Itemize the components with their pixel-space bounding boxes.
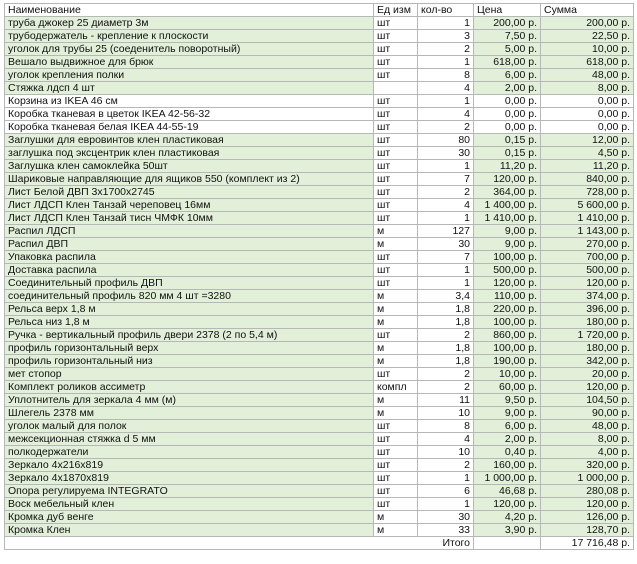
table-row [5,420,634,433]
table-row [5,134,634,147]
table-row [5,43,634,56]
table-row [5,459,634,472]
table-row [5,446,634,459]
cell-price[interactable]: 110,00 р. [474,290,541,303]
cell-name[interactable]: Соединительный профиль ДВП [5,277,374,290]
cell-price[interactable]: 9,00 р. [474,225,541,238]
cell-unit[interactable]: шт [374,186,418,199]
cell-price[interactable]: 9,50 р. [474,394,541,407]
cell-qty[interactable]: 1,8 [418,316,474,329]
cell-name[interactable]: Комплект роликов ассиметр [5,381,374,394]
cell-name[interactable]: Шариковые направляющие для ящиков 550 (комплект из 2) [5,173,374,186]
cell-sum[interactable]: 500,00 р. [541,264,634,277]
cell-qty[interactable]: 2 [418,186,474,199]
cell-price[interactable]: 0,15 р. [474,134,541,147]
table-body [5,17,634,537]
cell-sum[interactable]: 0,00 р. [541,121,634,134]
cell-price[interactable]: 120,00 р. [474,173,541,186]
header-qty[interactable]: кол-во [418,4,474,17]
cell-name[interactable]: Лист ЛДСП Клен Танзай череповец 16мм [5,199,374,212]
header-row [5,4,634,17]
cell-sum[interactable]: 8,00 р. [541,433,634,446]
cell-price[interactable]: 0,40 р. [474,446,541,459]
cell-qty[interactable]: 1,8 [418,303,474,316]
header-sum[interactable]: Сумма [541,4,634,17]
cell-price[interactable]: 2,00 р. [474,82,541,95]
cell-name[interactable]: Зеркало 4х1870х819 [5,472,374,485]
cell-qty[interactable]: 1 [418,160,474,173]
table-row [5,394,634,407]
cell-sum[interactable]: 200,00 р. [541,17,634,30]
cell-name[interactable]: уголок малый для полок [5,420,374,433]
cell-sum[interactable]: 120,00 р. [541,277,634,290]
table-row [5,407,634,420]
header-unit[interactable]: Ед изм [374,4,418,17]
cell-unit[interactable]: м [374,303,418,316]
cell-unit[interactable]: шт [374,420,418,433]
cell-name[interactable]: Доставка распила [5,264,374,277]
cell-sum[interactable]: 1 143,00 р. [541,225,634,238]
cell-qty[interactable]: 1 [418,277,474,290]
total-spacer [474,537,541,550]
cell-unit[interactable]: шт [374,17,418,30]
cell-name[interactable]: уголок для трубы 25 (соеденитель поворотный) [5,43,374,56]
cell-unit[interactable]: шт [374,30,418,43]
cell-sum[interactable]: 104,50 р. [541,394,634,407]
cell-unit[interactable]: шт [374,199,418,212]
cell-qty[interactable]: 127 [418,225,474,238]
cell-sum[interactable]: 396,00 р. [541,303,634,316]
cell-sum[interactable]: 120,00 р. [541,381,634,394]
cell-qty[interactable]: 8 [418,420,474,433]
cell-qty[interactable]: 6 [418,485,474,498]
cell-unit[interactable]: шт [374,56,418,69]
cell-qty[interactable]: 4 [418,82,474,95]
cell-name[interactable]: полкодержатели [5,446,374,459]
cell-qty[interactable]: 4 [418,108,474,121]
cell-name[interactable]: Уплотнитель для зеркала 4 мм (м) [5,394,374,407]
cell-name[interactable]: трубодержатель - крепление к плоскости [5,30,374,43]
cell-unit[interactable]: м [374,342,418,355]
cell-price[interactable]: 100,00 р. [474,342,541,355]
cell-sum[interactable]: 48,00 р. [541,420,634,433]
cell-price[interactable]: 200,00 р. [474,17,541,30]
cell-sum[interactable]: 0,00 р. [541,95,634,108]
cell-price[interactable]: 160,00 р. [474,459,541,472]
table-row [5,95,634,108]
cell-price[interactable]: 1 000,00 р. [474,472,541,485]
cell-sum[interactable]: 126,00 р. [541,511,634,524]
cell-price[interactable]: 7,50 р. [474,30,541,43]
cell-name[interactable]: межсекционная стяжка d 5 мм [5,433,374,446]
cell-unit[interactable]: шт [374,329,418,342]
table-row [5,69,634,82]
cell-qty[interactable]: 1 [418,56,474,69]
cell-qty[interactable]: 1 [418,95,474,108]
header-price[interactable]: Цена [474,4,541,17]
cell-price[interactable]: 6,00 р. [474,69,541,82]
table-row [5,17,634,30]
cell-sum[interactable]: 11,20 р. [541,160,634,173]
cell-price[interactable]: 618,00 р. [474,56,541,69]
table-row [5,485,634,498]
table-row [5,147,634,160]
cell-unit[interactable]: м [374,225,418,238]
cell-unit[interactable]: шт [374,160,418,173]
cell-unit[interactable]: шт [374,485,418,498]
cell-unit[interactable]: шт [374,459,418,472]
table-row [5,238,634,251]
cell-qty[interactable]: 2 [418,43,474,56]
cell-qty[interactable]: 1 [418,212,474,225]
cell-name[interactable]: Стяжка лдсп 4 шт [5,82,374,95]
cell-unit[interactable]: шт [374,95,418,108]
cell-name[interactable]: Опора регулируема INTEGRATO [5,485,374,498]
cell-qty[interactable]: 1 [418,472,474,485]
cell-unit[interactable]: м [374,290,418,303]
cell-unit[interactable]: шт [374,43,418,56]
cell-sum[interactable]: 128,70 р. [541,524,634,537]
cell-sum[interactable]: 10,00 р. [541,43,634,56]
cell-qty[interactable]: 33 [418,524,474,537]
cell-name[interactable]: Воск мебельный клен [5,498,374,511]
cell-name[interactable]: Упаковка распила [5,251,374,264]
table-row [5,355,634,368]
cell-qty[interactable]: 30 [418,238,474,251]
table-row [5,524,634,537]
cell-qty[interactable]: 1 [418,498,474,511]
cell-price[interactable]: 364,00 р. [474,186,541,199]
cell-sum[interactable]: 4,00 р. [541,446,634,459]
table-row [5,472,634,485]
cell-qty[interactable]: 4 [418,199,474,212]
cell-name[interactable]: Ручка - вертикальный профиль двери 2378 (2 по 5,4 м) [5,329,374,342]
cell-name[interactable]: Рельса низ 1,8 м [5,316,374,329]
cell-qty[interactable]: 2 [418,381,474,394]
cell-name[interactable]: Вешало выдвижное для брюк [5,56,374,69]
cell-sum[interactable]: 618,00 р. [541,56,634,69]
cell-unit[interactable]: шт [374,472,418,485]
cell-name[interactable]: Коробка тканевая в цветок IKEA 42-56-32 [5,108,374,121]
table-row [5,199,634,212]
cell-qty[interactable]: 30 [418,147,474,160]
cell-name[interactable]: Шлегель 2378 мм [5,407,374,420]
cell-price[interactable]: 4,20 р. [474,511,541,524]
cell-unit[interactable]: шт [374,264,418,277]
table-row [5,342,634,355]
cell-name[interactable]: соединительный профиль 820 мм 4 шт =3280 [5,290,374,303]
cell-unit[interactable]: шт [374,433,418,446]
cell-price[interactable]: 3,90 р. [474,524,541,537]
table-row [5,433,634,446]
cell-qty[interactable]: 2 [418,329,474,342]
cell-name[interactable]: Лист Белой ДВП 3х1700х2745 [5,186,374,199]
cell-qty[interactable]: 3 [418,30,474,43]
cell-price[interactable]: 100,00 р. [474,251,541,264]
cell-qty[interactable]: 2 [418,459,474,472]
cell-sum[interactable]: 90,00 р. [541,407,634,420]
cell-price[interactable]: 9,00 р. [474,407,541,420]
total-value[interactable]: 17 716,48 р. [541,537,634,550]
cell-price[interactable]: 2,00 р. [474,433,541,446]
table-row [5,173,634,186]
cell-sum[interactable]: 840,00 р. [541,173,634,186]
cell-name[interactable]: мет стопор [5,368,374,381]
cell-name[interactable]: труба джокер 25 диаметр 3м [5,17,374,30]
cell-qty[interactable]: 3,4 [418,290,474,303]
table-row [5,303,634,316]
cell-unit[interactable]: шт [374,368,418,381]
cell-name[interactable]: Корзина из IKEA 46 см [5,95,374,108]
cell-sum[interactable]: 700,00 р. [541,251,634,264]
table-row [5,511,634,524]
cell-qty[interactable]: 11 [418,394,474,407]
cell-name[interactable]: уголок крепления полки [5,69,374,82]
cell-sum[interactable]: 1 720,00 р. [541,329,634,342]
cell-name[interactable]: Заглушки для евровинтов клен пластиковая [5,134,374,147]
cell-name[interactable]: Зеркало 4х216х819 [5,459,374,472]
cell-unit[interactable]: шт [374,69,418,82]
cell-unit[interactable]: м [374,407,418,420]
cell-price[interactable]: 11,20 р. [474,160,541,173]
cell-name[interactable]: Распил ЛДСП [5,225,374,238]
cell-price[interactable]: 1 410,00 р. [474,212,541,225]
table-row [5,212,634,225]
header-name[interactable]: Наименование [5,4,374,17]
table-row [5,225,634,238]
cell-sum[interactable]: 12,00 р. [541,134,634,147]
cell-sum[interactable]: 0,00 р. [541,108,634,121]
cell-name[interactable]: Заглушка клен самоклейка 50шт [5,160,374,173]
cell-price[interactable]: 9,00 р. [474,238,541,251]
cell-sum[interactable]: 48,00 р. [541,69,634,82]
cell-name[interactable]: Рельса верх 1,8 м [5,303,374,316]
cell-price[interactable]: 0,00 р. [474,108,541,121]
cell-name[interactable]: Коробка тканевая белая IKEA 44-55-19 [5,121,374,134]
cell-unit[interactable]: шт [374,108,418,121]
cell-qty[interactable]: 1,8 [418,342,474,355]
cell-qty[interactable]: 10 [418,446,474,459]
cell-sum[interactable]: 4,50 р. [541,147,634,160]
cell-price[interactable]: 190,00 р. [474,355,541,368]
table-row [5,329,634,342]
table-row [5,277,634,290]
cell-qty[interactable]: 7 [418,173,474,186]
cell-sum[interactable]: 1 000,00 р. [541,472,634,485]
cell-price[interactable]: 220,00 р. [474,303,541,316]
table-row [5,30,634,43]
cell-qty[interactable]: 8 [418,69,474,82]
table-row [5,251,634,264]
cell-qty[interactable]: 30 [418,511,474,524]
cell-price[interactable]: 10,00 р. [474,368,541,381]
cell-price[interactable]: 500,00 р. [474,264,541,277]
cell-name[interactable]: заглушка под эксцентрик клен пластиковая [5,147,374,160]
cell-unit[interactable]: шт [374,251,418,264]
cell-sum[interactable]: 8,00 р. [541,82,634,95]
cell-unit[interactable]: шт [374,147,418,160]
cell-unit[interactable]: м [374,316,418,329]
cell-sum[interactable]: 180,00 р. [541,342,634,355]
table-row [5,186,634,199]
cell-name[interactable]: Кромка дуб венге [5,511,374,524]
cell-qty[interactable]: 4 [418,433,474,446]
cell-name[interactable]: Лист ЛДСП Клен Танзай тисн ЧМФК 10мм [5,212,374,225]
cell-name[interactable]: Распил ДВП [5,238,374,251]
cell-sum[interactable]: 270,00 р. [541,238,634,251]
cell-price[interactable]: 0,15 р. [474,147,541,160]
table-row [5,381,634,394]
cell-unit[interactable]: шт [374,212,418,225]
cell-price[interactable]: 1 400,00 р. [474,199,541,212]
cell-sum[interactable]: 342,00 р. [541,355,634,368]
cell-price[interactable]: 0,00 р. [474,95,541,108]
cell-name[interactable]: Кромка Клен [5,524,374,537]
cell-sum[interactable]: 320,00 р. [541,459,634,472]
cell-qty[interactable]: 1 [418,264,474,277]
table-row [5,82,634,95]
cell-name[interactable]: профиль горизонтальный низ [5,355,374,368]
total-label[interactable]: Итого [5,537,474,550]
cell-qty[interactable]: 2 [418,368,474,381]
cell-price[interactable]: 0,00 р. [474,121,541,134]
table-row [5,498,634,511]
estimate-table [4,3,634,550]
cell-sum[interactable]: 120,00 р. [541,498,634,511]
cell-sum[interactable]: 20,00 р. [541,368,634,381]
cell-unit[interactable]: м [374,511,418,524]
cell-unit[interactable]: м [374,394,418,407]
cell-sum[interactable]: 5 600,00 р. [541,199,634,212]
cell-price[interactable]: 5,00 р. [474,43,541,56]
table-row [5,108,634,121]
cell-price[interactable]: 6,00 р. [474,420,541,433]
cell-unit[interactable]: шт [374,134,418,147]
cell-unit[interactable]: шт [374,277,418,290]
cell-qty[interactable]: 1,8 [418,355,474,368]
table-row [5,121,634,134]
cell-sum[interactable]: 280,08 р. [541,485,634,498]
cell-unit[interactable]: компл [374,381,418,394]
cell-price[interactable]: 46,68 р. [474,485,541,498]
cell-sum[interactable]: 180,00 р. [541,316,634,329]
cell-unit[interactable] [374,82,418,95]
cell-price[interactable]: 100,00 р. [474,316,541,329]
table-row [5,316,634,329]
table-row [5,160,634,173]
cell-unit[interactable]: м [374,355,418,368]
cell-name[interactable]: профиль горизонтальный верх [5,342,374,355]
cell-sum[interactable]: 1 410,00 р. [541,212,634,225]
table-row [5,264,634,277]
cell-price[interactable]: 60,00 р. [474,381,541,394]
cell-qty[interactable]: 2 [418,121,474,134]
cell-qty[interactable]: 7 [418,251,474,264]
table-row [5,56,634,69]
cell-unit[interactable]: шт [374,446,418,459]
cell-unit[interactable]: шт [374,173,418,186]
cell-price[interactable]: 860,00 р. [474,329,541,342]
cell-qty[interactable]: 1 [418,17,474,30]
total-row [5,537,634,550]
cell-unit[interactable]: шт [374,498,418,511]
cell-price[interactable]: 120,00 р. [474,498,541,511]
cell-unit[interactable]: м [374,238,418,251]
cell-sum[interactable]: 728,00 р. [541,186,634,199]
cell-sum[interactable]: 374,00 р. [541,290,634,303]
cell-price[interactable]: 120,00 р. [474,277,541,290]
table-row [5,368,634,381]
table-row [5,290,634,303]
cell-unit[interactable]: шт [374,121,418,134]
cell-sum[interactable]: 22,50 р. [541,30,634,43]
cell-qty[interactable]: 80 [418,134,474,147]
cell-unit[interactable]: м [374,524,418,537]
cell-qty[interactable]: 10 [418,407,474,420]
